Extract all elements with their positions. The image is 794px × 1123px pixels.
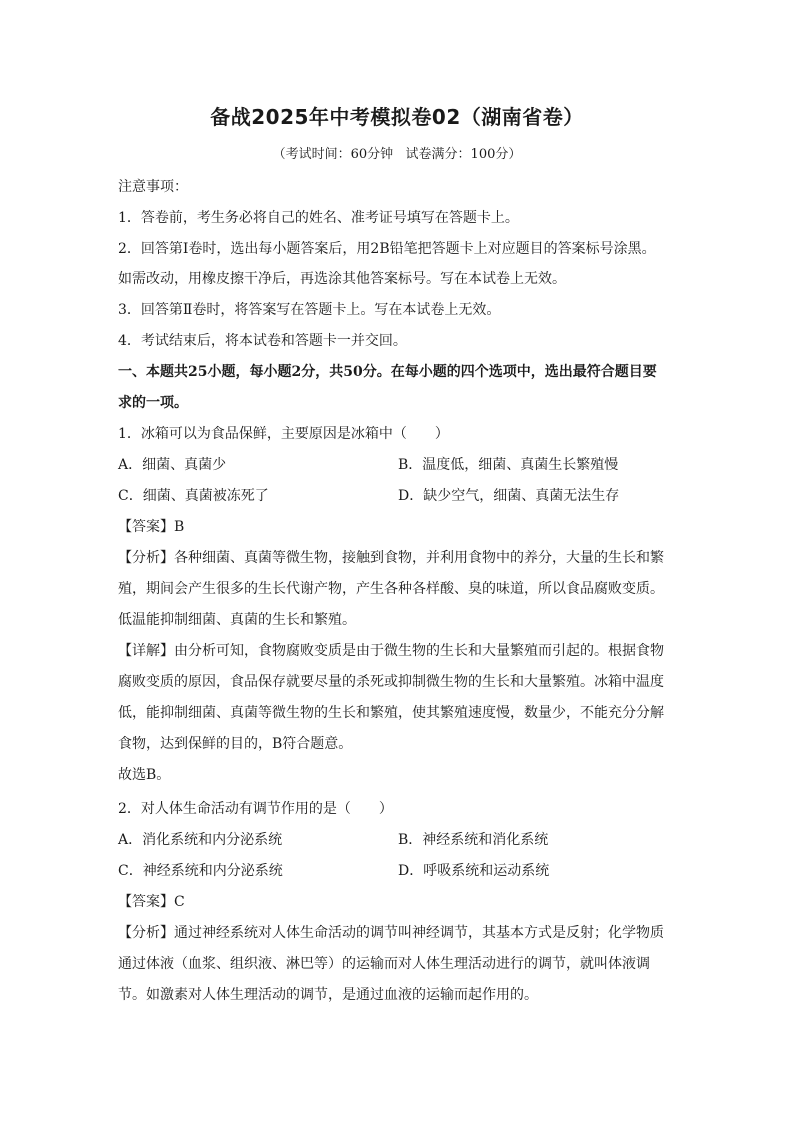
detail-line: 食物，达到保鲜的目的，B符合题意。 xyxy=(118,736,353,752)
conclusion-line: 故选B。 xyxy=(118,767,171,783)
notes-heading: 注意事项： xyxy=(118,179,188,195)
option-d: D．呼吸系统和运动系统 xyxy=(398,863,550,879)
section-heading: 一、本题共25小题，每小题2分，共50分。在每小题的四个选项中，选出最符合题目要 xyxy=(118,364,657,380)
option-d: D．缺少空气，细菌、真菌无法生存 xyxy=(398,488,620,504)
detail-line: 低，能抑制细菌、真菌等微生物的生长和繁殖，使其繁殖速度慢，数量少，不能充分分解 xyxy=(118,705,664,721)
note-item: 2．回答第Ⅰ卷时，选出每小题答案后，用2B铅笔把答题卡上对应题目的答案标号涂黑。 xyxy=(118,241,656,257)
detail-line: 【详解】由分析可知，食物腐败变质是由于微生物的生长和大量繁殖而引起的。根据食物 xyxy=(118,643,664,659)
exam-info: （考试时间：60分钟 试卷满分：100分） xyxy=(272,147,522,162)
answer-line: 【答案】C xyxy=(118,894,185,910)
page-title: 备战2025年中考模拟卷02（湖南省卷） xyxy=(210,105,584,129)
option-c: C．神经系统和内分泌系统 xyxy=(118,863,283,879)
note-item: 3．回答第Ⅱ卷时，将答案写在答题卡上。写在本试卷上无效。 xyxy=(118,302,501,318)
section-heading-cont: 求的一项。 xyxy=(118,395,188,411)
analysis-line: 通过体液（血浆、组织液、淋巴等）的运输而对人体生理活动进行的调节，就叫体液调 xyxy=(118,956,650,972)
option-b: B．神经系统和消化系统 xyxy=(398,832,549,848)
question-stem: 1．冰箱可以为食品保鲜，主要原因是冰箱中（ ） xyxy=(118,426,449,442)
note-item: 1．答卷前，考生务必将自己的姓名、准考证号填写在答题卡上。 xyxy=(118,210,519,226)
analysis-line: 【分析】通过神经系统对人体生命活动的调节叫神经调节，其基本方式是反射；化学物质 xyxy=(118,925,664,941)
question-stem: 2．对人体生命活动有调节作用的是（ ） xyxy=(118,801,393,817)
option-c: C．细菌、真菌被冻死了 xyxy=(118,488,269,504)
note-item: 如需改动，用橡皮擦干净后，再选涂其他答案标号。写在本试卷上无效。 xyxy=(118,271,566,287)
option-a: A．消化系统和内分泌系统 xyxy=(118,832,283,848)
note-item: 4．考试结束后，将本试卷和答题卡一并交回。 xyxy=(118,333,407,349)
analysis-line: 低温能抑制细菌、真菌的生长和繁殖。 xyxy=(118,612,356,628)
answer-line: 【答案】B xyxy=(118,519,185,535)
analysis-line: 节。如激素对人体生理活动的调节，是通过血液的运输而起作用的。 xyxy=(118,987,538,1003)
analysis-line: 【分析】各种细菌、真菌等微生物，接触到食物，并利用食物中的养分，大量的生长和繁 xyxy=(118,550,664,566)
analysis-line: 殖，期间会产生很多的生长代谢产物，产生各种各样酸、臭的味道，所以食品腐败变质。 xyxy=(118,581,664,597)
option-b: B．温度低，细菌、真菌生长繁殖慢 xyxy=(398,457,619,473)
detail-line: 腐败变质的原因，食品保存就要尽量的杀死或抑制微生物的生长和大量繁殖。冰箱中温度 xyxy=(118,674,664,690)
option-a: A．细菌、真菌少 xyxy=(118,457,227,473)
